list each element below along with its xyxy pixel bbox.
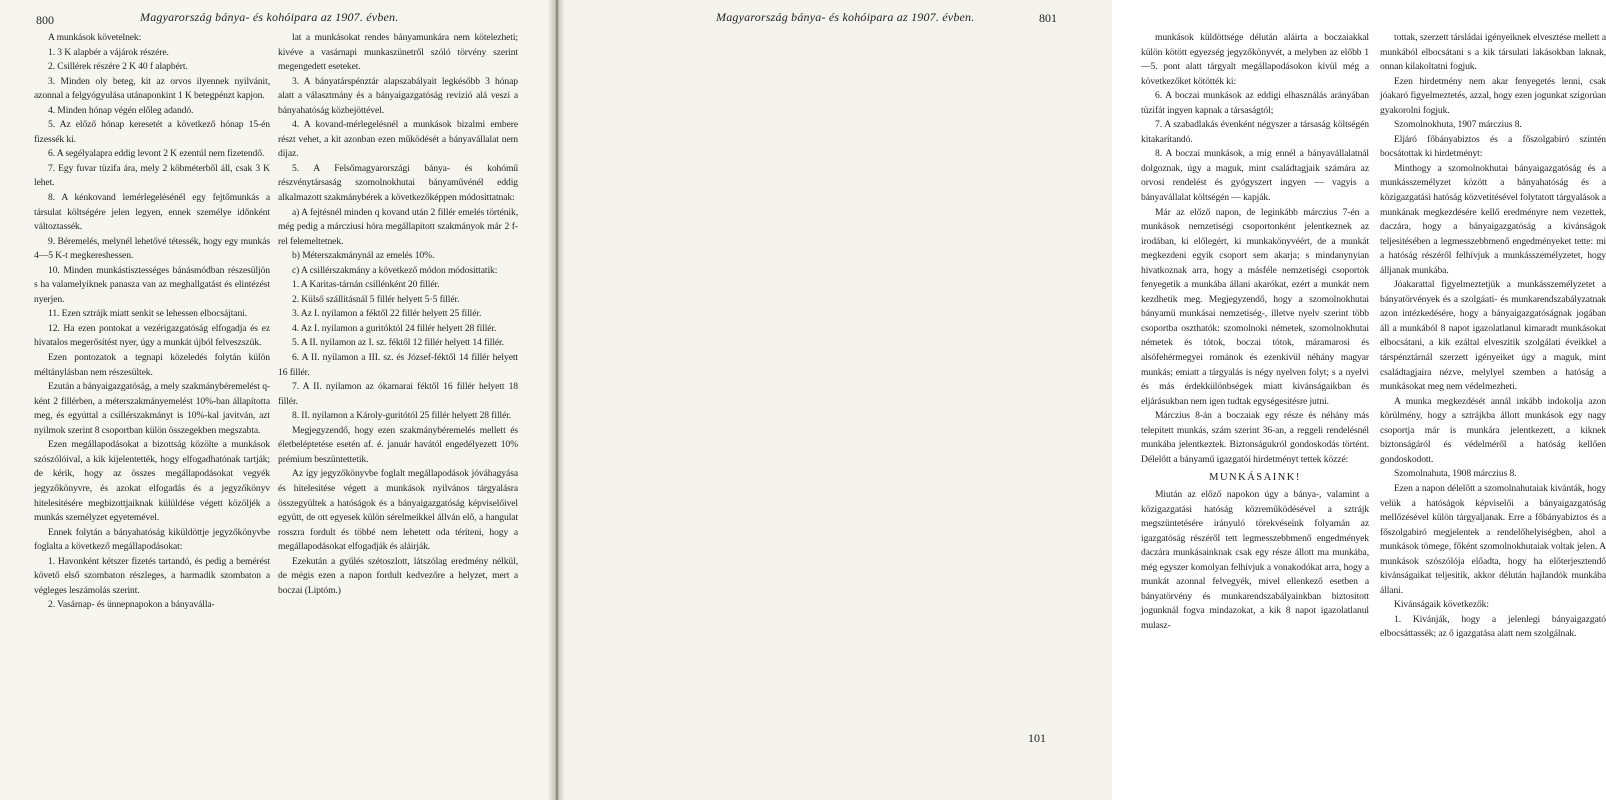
paragraph: A munka megkezdését annál inkább indokolja azon körülmény, hogy a sztrájkba állott munkások egy nagy csoportja már is munkára jelentkezett, a kiknek biztonságáról és védelméről a hatóság kellően gondoskodott. xyxy=(1380,395,1606,465)
right-page xyxy=(556,0,1606,800)
paragraph: 8. A boczai munkások, a mig ennél a bányavállalatnál dolgoznak, úgy a maguk, mint családtagjaik számára az orvosi rendelést és gyógyszert ingyen — vagyis a bányavállalat költségén — kapják. xyxy=(1141,148,1369,204)
left-running-head: Magyarország bánya- és kohóipara az 1907. évben. xyxy=(140,10,399,24)
paragraph: 1. Kivánják, hogy a jelenlegi bányaigazgató elbocsáttassék; az ő igazgatása alatt nem szolgálnak. xyxy=(1380,613,1606,640)
paragraph: Már az előző napon, de leginkább márczius 7-én a munkások nemzetiségi csoportonként jelentkeznek az irodában, ki előlegért, ki munkakönyvéért, de a munkát megkezdeni egyik csoport sem akarja; s mindanynyian hivatkoznak arra, hogy a másféle nemzetiségi csoportok fenyegetik a munkába állani akarókat, ezért a munkát nem kezdhetik meg. Megjegyzendő, hogy a szomolnokhutai bányamű munkásai nemzetiség-, illetve nyelv szerint több csoportba oszthatók: szomolnoki németek, szomolnokhutai németek és tótok, boczai tótok, máramarosi és alsófehérmegyei románok és ezenkívül néhány magyar munkás; emiatt a tárgyalás is négy nyelven folyt; s a nyelvi és más érdekkülönbségek miatt kivánságaikban és eljárásukban nem igen tudtak egységesitésre jutni. xyxy=(1141,206,1369,407)
paragraph: Miután az előző napokon úgy a bánya-, valamint a közigazgatási hatóság közreműködésével a sztrájk megszüntetésére irányuló törekvéseink folyamán az igazgatóság részéről tett legmesszebbmenő engedmények daczára munkásainknak csak egy része állott ma munkába, még egyszer komolyan felhívjuk a vonakodókat arra, hogy a munkát azonnal felvegyék, mivel ellenkező esetben a bányatörvény és munkarendszabályainkban biztositott jogunknál fogva mindazokat, a kik 8 napot igazolatlanul mulasz- xyxy=(1141,488,1369,631)
left-page-number: 800 xyxy=(36,13,54,27)
paragraph: 2. Csillérek részére 2 K 40 f alapbért. xyxy=(48,61,188,73)
paragraph: A munkások követelnek: xyxy=(48,32,142,43)
paragraph: 3. Az I. nyilamon a féktől 22 fillér helyett 25 fillér. xyxy=(292,308,482,320)
paragraph: tottak, szerzett társládai igényeiknek elvesztése mellett a munkából elbocsátani s a kik társulati lakásokban laknak, onnan kilakoltatni fogjuk. xyxy=(1380,32,1606,73)
paragraph: 3. A bányatárspénztár alapszabályait legkésőbb 3 hónap alatt a választmány és a bányaigazgatóság revizió alá veszi a bányahatóság közbejöttével. xyxy=(278,75,518,116)
paragraph: 7. A szabadlakás évenként négyszer a társaság költségén kitakarítandó. xyxy=(1141,119,1369,145)
left-column-1 xyxy=(34,31,270,613)
paragraph: 7. A II. nyilamon az ókamarai féktől 16 fillér helyett 18 fillér. xyxy=(278,381,518,407)
paragraph: a) A fejtésnél minden q kovand után 2 fillér emelés történik, még pedig a márcziusi hóra megállapitott szakmányok már 2 f-rel felemeltetnek. xyxy=(278,206,518,247)
paragraph: 8. II. nyilamon a Károly-guritótól 25 fillér helyett 28 fillér. xyxy=(292,410,512,422)
right-running-head: Magyarország bánya- és kohóipara az 1907. évben. xyxy=(716,10,975,24)
paragraph: lat a munkásokat rendes bányamunkára nem kötelezheti; kivéve a vasárnapi munkaszünetről szóló törvény szerint megengedett eseteket. xyxy=(278,32,518,73)
paragraph: c) A csillérszakmány a következő módon módosittatik: xyxy=(292,264,498,276)
paragraph: 12. Ha ezen pontokat a vezérigazgatóság elfogadja és ez hivatalos megerősítést nyer, úgy a munkát újból felveszszük. xyxy=(34,322,270,349)
paragraph: 2. Külső szállitásnál 5 fillér helyett 5·5 fillér. xyxy=(292,293,460,305)
left-page xyxy=(0,0,556,800)
paragraph: 1. 3 K alapbér a vájárok részére. xyxy=(48,46,169,58)
paragraph: Az így jegyzőkönyvbe foglalt megállapodások jóváhagyása és hitelesitése végett a munkások nyilvános tárgyalásra összegyültek a hatóságok és a bányaigazgatóság képviselőivel együtt, de ott egyesek külön sérelmeikkel állván elő, a hangulat rosszra fordult és többé nem lehetett oda téríteni, hogy a megállapodásokat elfogadják és aláirják. xyxy=(278,468,518,553)
right-column-2 xyxy=(1380,31,1606,642)
left-column-2 xyxy=(278,31,518,598)
right-column-1 xyxy=(1141,31,1369,633)
paragraph: 5. Az előző hónap keresetét a következő hónap 15-én fizessék ki. xyxy=(34,119,270,145)
paragraph: 10. Minden munkástisztességes bánásmódban részesüljön s ha valamelyiknek panasza van az meghallgatást és elintézést nyerjen. xyxy=(34,264,270,305)
paragraph: 8. A kénkovand lemérlegelésénél egy fejtőmunkás a társulat költségére jelen legyen, ennek személye időnként változtassék. xyxy=(34,192,270,233)
right-page-number: 801 xyxy=(1039,11,1057,25)
paragraph: Szomolnokhuta, 1907 márczius 8. xyxy=(1394,119,1522,131)
book-gutter xyxy=(548,0,564,800)
paragraph: Kivánságaik következők: xyxy=(1394,599,1489,611)
paragraph: Ezen pontozatok a tegnapi közeledés folytán külön méltánylásban nem részesültek. xyxy=(34,352,270,378)
paragraph: Minthogy a szomolnokhutai bányaigazgatóság és a munkásszemélyzet között a bányahatóság és a közigazgatási hatóság közvetitésével folytatott tárgyalások a munkának megkezdésére kellő eredményre nem vezettek, daczára, hogy a bányaigazgatóság a kivánságok teljesitésében a legmesszebbmenő engedményeket tette: mi a hatóság részéről felhívjuk a munkásszemélyzetet, hogy álljanak munkába. xyxy=(1380,162,1606,276)
paragraph: 6. A segélyalapra eddig levont 2 K ezentúl nem fizetendő. xyxy=(48,148,265,160)
paragraph: Ennek folytán a bányahatóság kiküldöttje jegyzőkönyvbe foglalta a következő megállapodásokat: xyxy=(34,526,270,553)
paragraph: 4. Az I. nyilamon a guritóktól 24 fillér helyett 28 fillér. xyxy=(292,322,497,334)
paragraph: Márczius 8-án a boczaiak egy része és néhány más telepitett munkás, szám szerint 36-an, a reggeli rendelésnél munkába jelentkeztek. Biztonságukról gondoskodás történt. Délelőtt a bányamű igazgatói hirdetményt tettek közzé: xyxy=(1141,410,1369,465)
paragraph: 3. Minden oly beteg, kit az orvos ilyennek nyilvánit, azonnal a felgyógyulása utánaponkint 1 K betegpénzt kapjon. xyxy=(34,75,270,102)
paragraph: 6. A II. nyilamon a III. sz. és József-féktől 14 fillér helyett 16 fillér. xyxy=(278,352,518,378)
paragraph: 4. A kovand-mérlegelésnél a munkások bizalmi embere részt vehet, a kit azonban ezen működését a bányavállalat nem díjaz. xyxy=(278,119,518,160)
paragraph: 1. Havonként kétszer fizetés tartandó, és pedig a bemérést követő első szombaton részleges, a harmadik szombaton a végleges leszámolás szerint. xyxy=(34,555,270,596)
paragraph: 2. Vasárnap- és ünnepnapokon a bányaválla- xyxy=(48,599,215,611)
paragraph: Ezekután a gyűlés szétoszlott, látszólag eredmény nélkül, de mégis ezen a napon fordult kedvezőre a helyzet, mert a boczai (Liptóm.) xyxy=(278,555,518,596)
paragraph: 9. Béremelés, melynél lehetővé tétessék, hogy egy munkás 4—5 K-t megkereshessen. xyxy=(34,235,270,262)
paragraph: Eljáró főbányabiztos és a főszolgabiró szintén bocsátottak ki hirdetményt: xyxy=(1380,133,1606,160)
paragraph: Szomolnahuta, 1908 márczius 8. xyxy=(1394,468,1517,480)
paragraph: 5. A II. nyilamon az I. sz. féktől 12 fillér helyett 14 fillér. xyxy=(292,337,504,349)
paragraph: Ezen a napon délelőtt a szomolnahutaiak kivánták, hogy velük a hatóságok képviselői a bányaigazgatóság mellőzésével külön tárgyaljanak. Erre a főbányabiztos és a főszolgabiró megjelentek a rendelőhelyiségben, ahol a munkások tömege, főként szomolnokhutaiak voltak jelen. A munkások szószólója előadta, hogy ha előterjesztendő kivánságaikat teljesitik, akkor délután hajlandók munkába állani. xyxy=(1380,482,1606,596)
paragraph: munkások küldöttsége délután aláirta a boczaiakkal külön kötött egyezség jegyzőkönyvét, a melyben az előbb 1—5. pont alatt tárgyalt megállapodásokon kívül még a következőket kötötték ki: xyxy=(1141,32,1369,87)
proclamation-heading: MUNKÁSAINK! xyxy=(1209,472,1301,484)
paragraph: Ezen megállapodásokat a bizottság közölte a munkások szószólóival, a kik kijelentették, hogy elfogadhatónak tartják; de kérik, hogy az összes megállapodásokat vegyék jegyzőkönyvre, és azokat elfogadás és a jegyzőkönyv hitelesitésére megbizottjaiknak külüldése végett közöljék a munkás személyzet egyetemével. xyxy=(34,439,270,524)
paragraph: 6. A boczai munkások az eddigi elhasználás arányában tüzifát ingyen kapnak a társaságtól; xyxy=(1141,90,1369,116)
paragraph: 5. A Felsőmagyarországi bánya- és kohómű részvénytársaság szomolnokhutai bányaművénél eddig alkalmazott szakmánybérek a következőképpen módosittatnak: xyxy=(278,162,518,204)
paragraph: 1. A Karitas-tárnán csillénként 20 fillér. xyxy=(292,279,440,291)
paragraph: Ezen hirdetmény nem akar fenyegetés lenni, csak jóakaró figyelmeztetés, azzal, hogy ezen jogunkat szigorúan gyakorolni fogjuk. xyxy=(1380,75,1606,116)
right-footer-page-number: 101 xyxy=(1028,731,1046,745)
paragraph: Megjegyzendő, hogy ezen szakmánybéremelés mellett és életbeléptetése esetén af. é. január havától engedélyezett 10% prémium beszüntettetik. xyxy=(278,424,518,465)
paragraph: b) Méterszakmánynál az emelés 10%. xyxy=(292,250,435,262)
paragraph: 11. Ezen sztrájk miatt senkit se lehessen elbocsájtani. xyxy=(48,308,248,320)
paragraph: Jóakarattal figyelmeztetjük a munkásszemélyzetet a bányatörvények és a szolgáati- és munkarendszabályzatnak azon intézkedésére, hogy a bányaigazgatóságnak jogában áll a munkából 8 napot igazolatlanul kimaradt munkásokat elbocsátani, a kik ezáltal elveszitik szolgálati éveikkel a társpénztárnál szerzett igényeiket úgy a maguk, mint családtagjaira nézve, melylyel szemben a hatóság a munkásokat meg nem védelmezheti. xyxy=(1380,279,1606,393)
paragraph: 7. Egy fuvar tüzifa ára, mely 2 köbméterből áll, csak 3 K lehet. xyxy=(34,162,270,189)
paragraph: Ezután a bányaigazgatóság, a mely szakmánybéremelést q-ként 2 fillérben, a méterszakmányemelést 10%-ban állapította meg, és egyúttal a csillérszakmányt is 10%-kal javitván, azt nyilmok szerint 8 csoportban külön összegekben megszabta. xyxy=(34,381,270,436)
paragraph: 4. Minden hónap végén előleg adandó. xyxy=(48,104,194,116)
